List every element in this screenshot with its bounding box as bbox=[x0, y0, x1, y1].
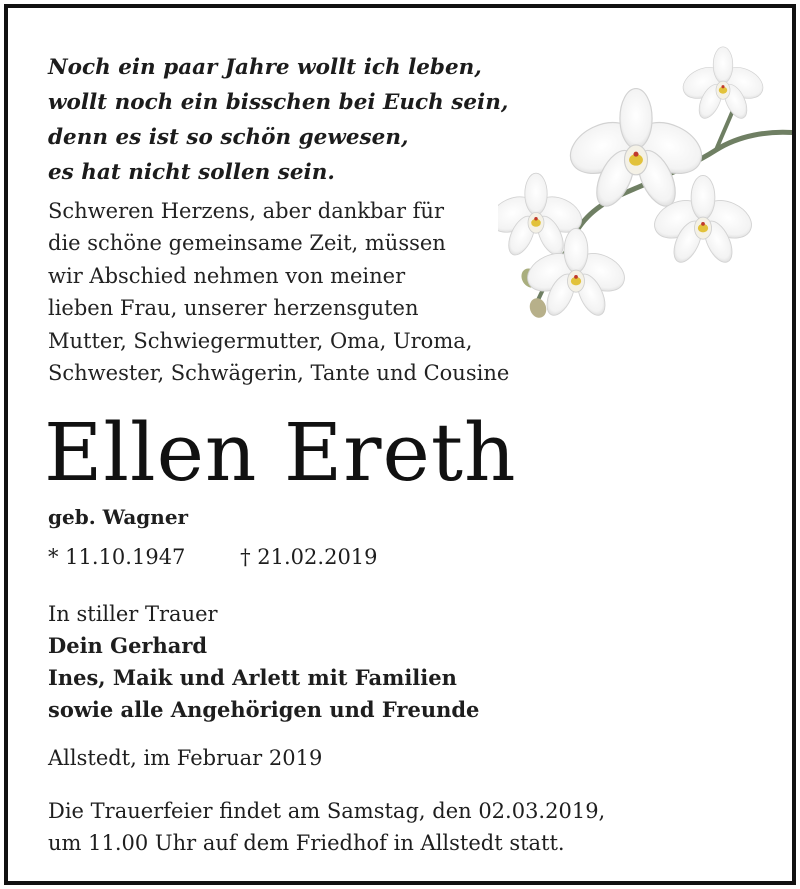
mourning-intro: In stiller Trauer bbox=[48, 602, 218, 626]
mourner-line: Ines, Maik und Arlett mit Familien bbox=[48, 665, 457, 690]
funeral-line: Die Trauerfeier findet am Samstag, den 02.03.2019, bbox=[48, 799, 606, 823]
intro-line: Schwester, Schwägerin, Tante und Cousine bbox=[48, 361, 510, 386]
mourners-block bbox=[48, 598, 479, 726]
intro-line: Mutter, Schwiegermutter, Oma, Uroma, bbox=[48, 328, 473, 353]
obituary-notice bbox=[4, 4, 796, 885]
intro-line: die schöne gemeinsame Zeit, müssen bbox=[48, 231, 446, 256]
poem-line: wollt noch ein bisschen bei Euch sein, bbox=[48, 90, 509, 115]
intro-line: Schweren Herzens, aber dankbar für bbox=[48, 199, 444, 223]
intro-line: wir Abschied nehmen von meiner bbox=[48, 263, 406, 288]
poem-line: es hat nicht sollen sein. bbox=[48, 160, 335, 185]
mourner-line: Dein Gerhard bbox=[48, 633, 208, 658]
intro-line: lieben Frau, unserer herzensguten bbox=[48, 296, 419, 321]
poem-line: denn es ist so schön gewesen, bbox=[48, 125, 409, 150]
poem-line: Noch ein paar Jahre wollt ich leben, bbox=[48, 55, 482, 80]
intro-text bbox=[48, 195, 509, 389]
birth-date: * 11.10.1947 bbox=[48, 545, 186, 569]
funeral-info bbox=[48, 795, 605, 859]
mourner-line: sowie alle Angehörigen und Freunde bbox=[48, 697, 480, 722]
poem bbox=[48, 50, 508, 190]
death-date: † 21.02.2019 bbox=[240, 545, 378, 569]
birth-name: geb. Wagner bbox=[48, 505, 189, 529]
place-date: Allstedt, im Februar 2019 bbox=[48, 746, 323, 770]
deceased-name: Ellen Ereth bbox=[44, 406, 517, 499]
funeral-line: um 11.00 Uhr auf dem Friedhof in Allstedt statt. bbox=[48, 831, 565, 855]
orchid-branch-icon bbox=[498, 38, 796, 328]
life-dates bbox=[48, 542, 378, 572]
